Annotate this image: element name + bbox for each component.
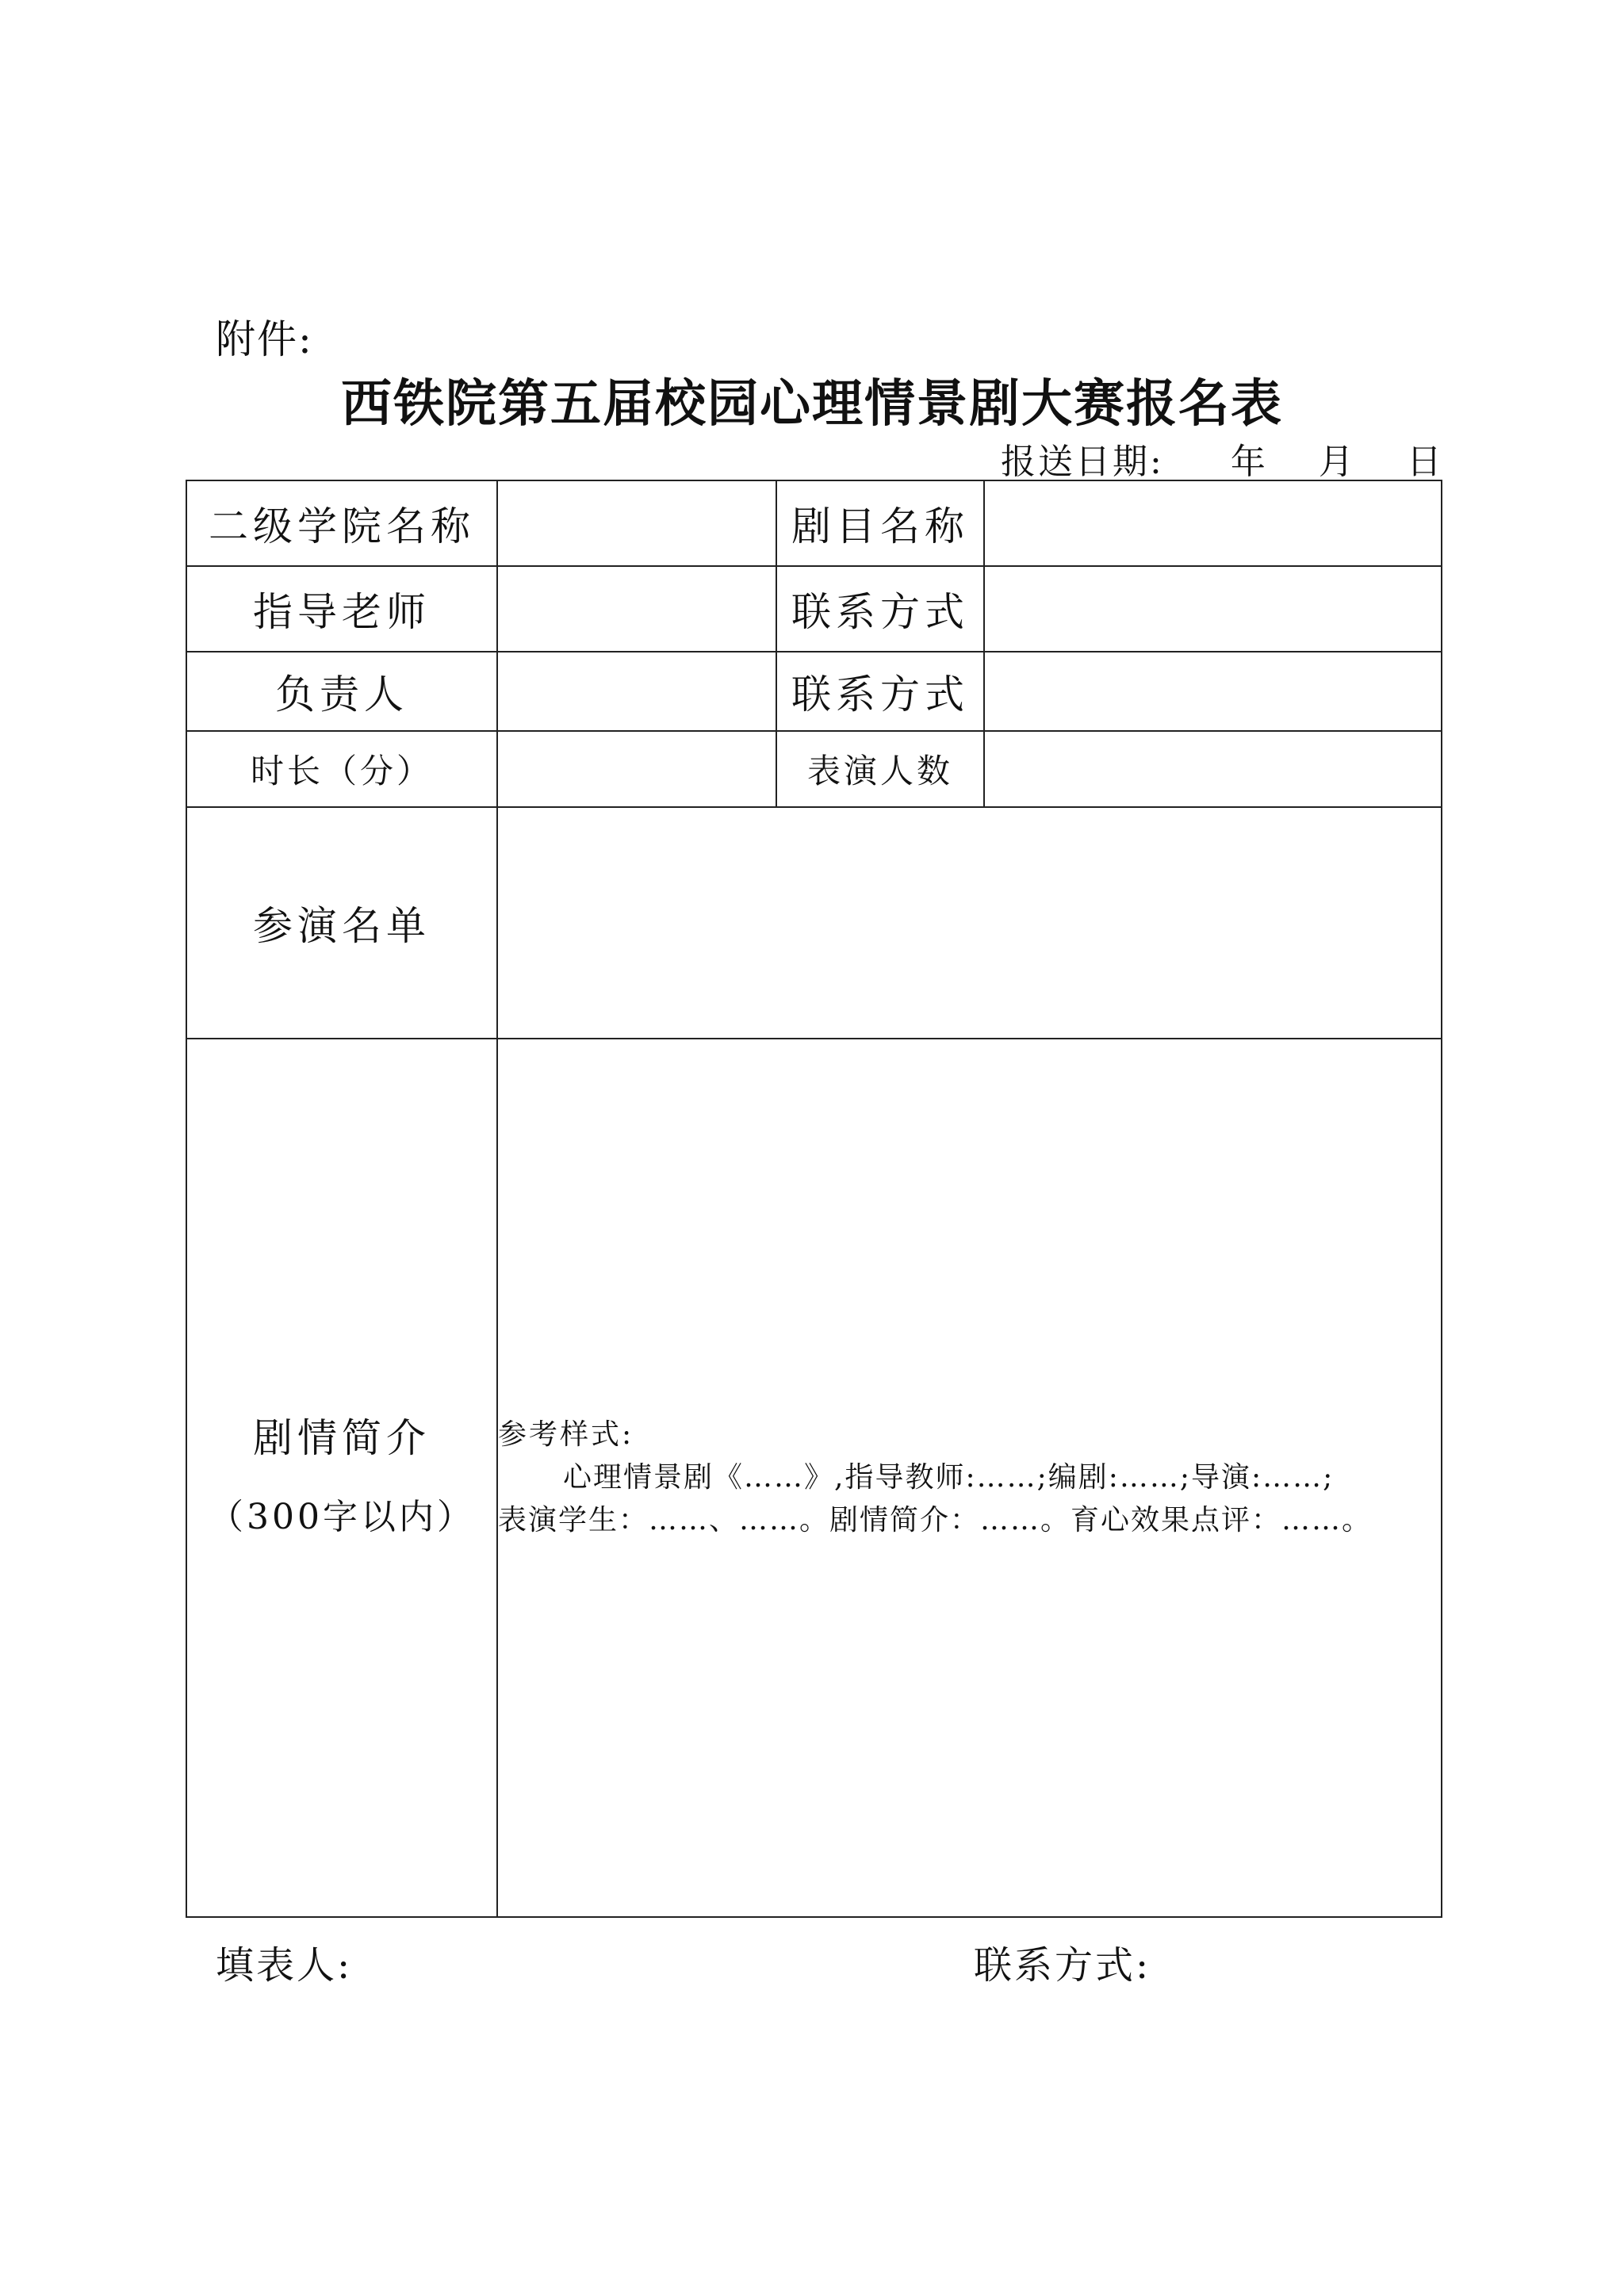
- reference-format-line-1: 心理情景剧《……》,指导教师:……;编剧:……;导演:……;: [563, 1461, 1335, 1494]
- college-name-field[interactable]: [497, 480, 776, 566]
- advisor-contact-field[interactable]: [984, 566, 1442, 652]
- table-row: [186, 480, 1442, 566]
- date-year-label: 年: [1230, 442, 1268, 482]
- cast-list-label: 参演名单: [186, 807, 497, 1039]
- submission-date: [1001, 433, 1444, 484]
- leader-contact-field[interactable]: [984, 652, 1442, 731]
- advisor-contact-label: 联系方式: [776, 566, 984, 652]
- performer-count-field[interactable]: [984, 731, 1442, 807]
- table-row: [186, 566, 1442, 652]
- form-title: 西铁院第五届校园心理情景剧大赛报名表: [341, 374, 1283, 434]
- synopsis-label-cell: [186, 1039, 497, 1917]
- footer-contact-label: 联系方式:: [974, 1943, 1151, 1988]
- leader-contact-label: 联系方式: [776, 652, 984, 731]
- performer-count-label: 表演人数: [776, 731, 984, 807]
- form-filler-label: 填表人:: [216, 1943, 353, 1988]
- table-row: [186, 731, 1442, 807]
- table-row: [186, 807, 1442, 1039]
- advisor-label: 指导老师: [186, 566, 497, 652]
- attachment-label: 附件:: [216, 316, 313, 362]
- reference-format-line-2: 表演学生：……、……。剧情简介：……。育心效果点评：……。: [498, 1504, 1373, 1536]
- college-name-label: 二级学院名称: [186, 480, 497, 566]
- leader-field[interactable]: [497, 652, 776, 731]
- synopsis-word-limit: （300字以内）: [209, 1497, 475, 1537]
- date-month-label: 月: [1318, 442, 1356, 482]
- duration-label: 时长（分）: [186, 731, 497, 807]
- advisor-field[interactable]: [497, 566, 776, 652]
- date-label: 报送日期:: [1001, 442, 1164, 482]
- date-day-label: 日: [1406, 442, 1444, 482]
- leader-label: 负责人: [186, 652, 497, 731]
- play-name-label: 剧目名称: [776, 480, 984, 566]
- reference-format-title: 参考样式:: [498, 1418, 634, 1451]
- registration-table: [186, 480, 1442, 1918]
- synopsis-field[interactable]: [497, 1039, 1442, 1917]
- synopsis-label: 剧情简介: [253, 1415, 431, 1461]
- table-row: [186, 652, 1442, 731]
- play-name-field[interactable]: [984, 480, 1442, 566]
- cast-list-field[interactable]: [497, 807, 1442, 1039]
- table-row: [186, 1039, 1442, 1917]
- duration-field[interactable]: [497, 731, 776, 807]
